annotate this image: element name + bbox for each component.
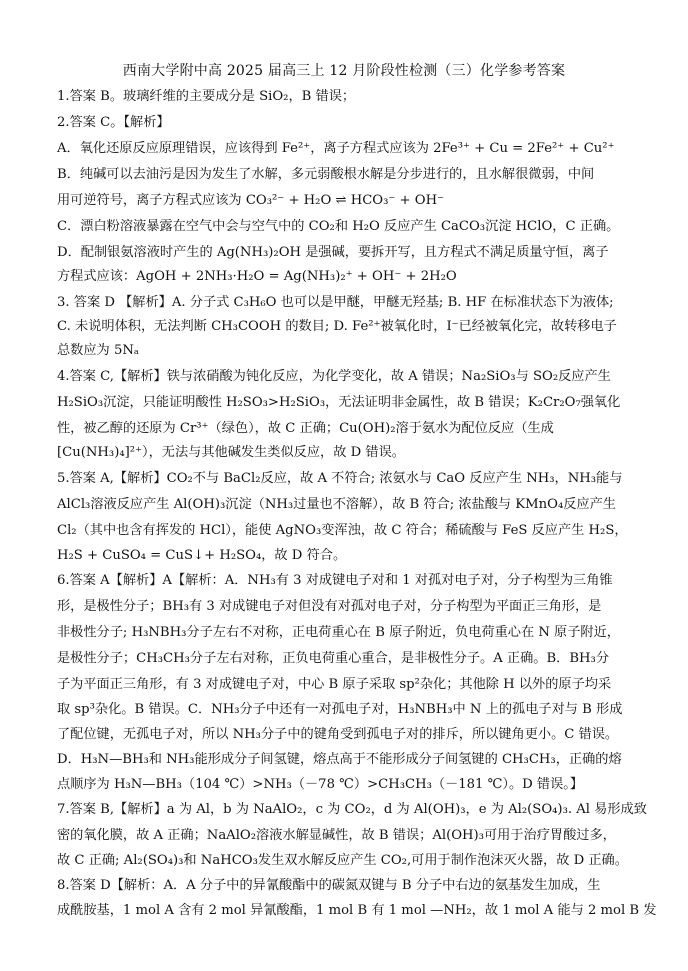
text-line: 3. 答案 D 【解析】A. 分子式 C₃H₆O 也可以是甲醚，甲醚无羟基; B. HF 在标准状态下为液体; [57,295,614,310]
text-line: 4.答案 C,【解析】铁与浓硝酸为钝化反应，为化学变化，故 A 错误；Na₂SiO₃与 SO₂反应产生 [57,369,611,384]
text-line: [Cu(NH₃)₄]²⁺），无法与其他碱发生类似反应，故 D 错误。 [57,445,405,460]
document-title: 西南大学附中高 2025 届高三上 12 月阶段性检测（三）化学参考答案 [122,63,566,79]
text-line: Cl₂（其中也含有挥发的 HCl），能使 AgNO₃变浑浊，故 C 符合；稀硫酸与 FeS 反应产生 H₂S， [57,523,628,538]
text-line: B．纯碱可以去油污是因为发生了水解，多元弱酸根水解是分步进行的，且水解很微弱，中间 [57,167,595,182]
text-line: 密的氧化膜，故 A 正确；NaAlO₂溶液水解显碱性，故 B 错误；Al(OH)₃可用于治疗胃酸过多， [57,828,616,843]
text-line: 2.答案 C。【解析】 [57,115,170,130]
text-line: 点顺序为 H₃N—BH₃（104 ℃）>NH₃（－78 ℃）>CH₃CH₃（－181 ℃）。D 错误。】 [57,777,584,792]
text-line: 5.答案 A,【解析】CO₂不与 BaCl₂反应，故 A 不符合; 浓氨水与 CaO 反应产生 NH₃，NH₃能与 [57,471,623,486]
text-line: 子为平面正三角形，有 3 对成键电子对，中心 B 原子采取 sp²杂化；其他除 H 以外的原子均采 [57,677,612,692]
text-line: 成酰胺基，1 mol A 含有 2 mol 异氰酸酯，1 mol B 有 1 mol —NH₂，故 1 mol A 能与 2 mol B 发 [57,903,657,918]
text-line: 取 sp³杂化。B 错误。C．NH₃分子中还有一对孤电子对，H₃NBH₃中 N 上的孤电子对与 B 形成 [57,702,623,717]
text-line: 性，被乙醇的还原为 Cr³⁺（绿色），故 C 正确；Cu(OH)₂溶于氨水为配位反应（生成 [57,421,554,436]
text-line: 6.答案 A【解析】A【解析：A．NH₃有 3 对成键电子对和 1 对孤对电子对，分子构型为三角锥 [57,573,613,588]
text-line: C. 未说明体积，无法判断 CH₃COOH 的数目; D. Fe²⁺被氧化时，I⁻已经被氧化完，故转移电子 [57,319,617,334]
text-line: 8.答案 D【解析：A．A 分子中的异氰酸酯中的碳氮双键与 B 分子中右边的氨基发生加成，生 [57,878,601,893]
text-line: 1.答案 B。玻璃纤维的主要成分是 SiO₂，B 错误； [57,89,356,104]
text-line: 用可逆符号，离子方程式应该为 CO₃²⁻ + H₂O ⇌ HCO₃⁻ + OH⁻ [57,193,445,208]
text-line: H₂S + CuSO₄ = CuS↓+ H₂SO₄，故 D 符合。 [57,548,347,563]
text-line: 方程式应该：AgOH + 2NH₃·H₂O = Ag(NH₃)₂⁺ + OH⁻ + 2H₂O [57,269,457,284]
text-line: 非极性分子; H₃NBH₃分子左右不对称，正电荷重心在 B 原子附近，负电荷重心在 N 原子附近， [57,625,620,640]
text-line: H₂SiO₃沉淀，只能证明酸性 H₂SO₃>H₂SiO₃，无法证明非金属性，故 B 错误；K₂Cr₂O₇强氧化 [57,395,621,410]
text-line: D．配制银氨溶液时产生的 Ag(NH₃)₂OH 是强碱，要拆开写，且方程式不满足质量守恒，离子 [57,245,609,260]
text-line: 总数应为 5Nₐ [57,343,139,358]
text-line: A．氧化还原反应原理错误，应该得到 Fe²⁺，离子方程式应该为 2Fe³⁺ + Cu = 2Fe²⁺ + Cu²⁺ [57,141,615,156]
text-line: 形，是极性分子；BH₃有 3 对成键电子对但没有对孤对电子对，分子构型为平面正三角形，是 [57,599,602,614]
text-line: 7.答案 B,【解析】a 为 Al，b 为 NaAlO₂，c 为 CO₂，d 为 Al(OH)₃，e 为 Al₂(SO₄)₃. Al 易形成致 [57,802,647,817]
text-line: 是极性分子；CH₃CH₃分子左右对称，正负电荷重心重合，是非极性分子。A 正确。B．BH₃分 [57,651,610,666]
text-line: C．漂白粉溶液暴露在空气中会与空气中的 CO₂和 H₂O 反应产生 CaCO₃沉淀 HClO，C 正确。 [57,219,620,234]
text-line: 故 C 正确; Al₂(SO₄)₃和 NaHCO₃发生双水解反应产生 CO₂,可用于制作泡沫灭火器，故 D 正确。 [57,853,628,868]
text-line: AlCl₃溶液反应产生 Al(OH)₃沉淀（NH₃过量也不溶解），故 B 符合; 浓盐酸与 KMnO₄反应产生 [57,497,616,512]
text-line: 了配位键，无孤电子对，所以 NH₃分子中的键角受到孤电子对的排斥，所以键角更小。C 错误。 [57,727,619,742]
text-line: D．H₃N—BH₃和 NH₃能形成分子间氢键，熔点高于不能形成分子间氢键的 CH₃CH₃，正确的熔 [57,752,622,767]
